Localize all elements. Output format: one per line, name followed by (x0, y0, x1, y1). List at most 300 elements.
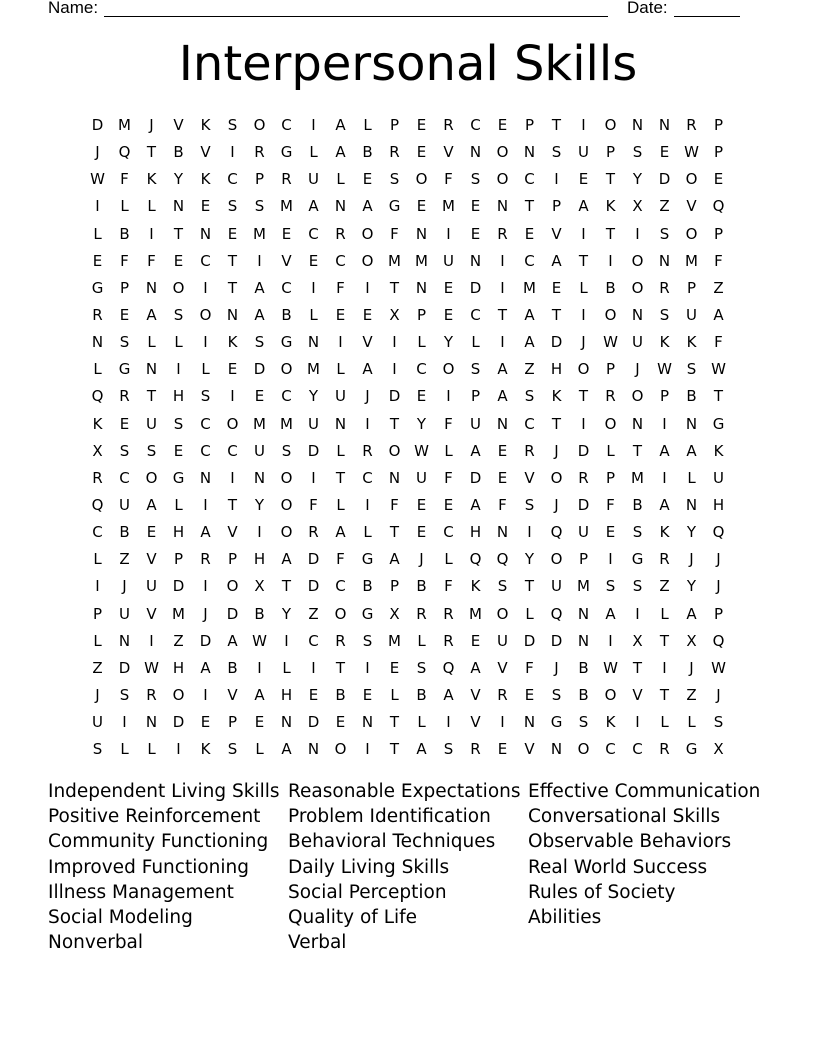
grid-letter[interactable]: J (716, 577, 721, 596)
grid-letter[interactable]: N (415, 278, 428, 297)
grid-letter[interactable]: E (335, 305, 346, 324)
grid-letter[interactable]: F (309, 495, 318, 514)
grid-letter[interactable]: O (253, 116, 266, 134)
grid-letter[interactable]: S (632, 523, 643, 542)
grid-letter[interactable]: M (388, 251, 401, 270)
grid-letter[interactable]: X (254, 577, 265, 596)
grid-letter[interactable]: E (470, 197, 481, 216)
grid-letter[interactable]: S (227, 740, 238, 759)
grid-letter[interactable]: R (200, 550, 211, 569)
grid-letter[interactable]: A (524, 305, 535, 324)
grid-letter[interactable]: Y (416, 414, 427, 433)
grid-letter[interactable]: X (686, 631, 697, 650)
grid-letter[interactable]: U (146, 577, 157, 596)
grid-letter[interactable]: L (390, 685, 399, 704)
grid-letter[interactable]: I (311, 278, 316, 297)
grid-letter[interactable]: Z (173, 631, 184, 650)
grid-letter[interactable]: I (662, 468, 667, 487)
grid-letter[interactable]: T (173, 224, 184, 243)
grid-letter[interactable]: S (173, 305, 184, 324)
grid-letter[interactable]: B (362, 577, 373, 596)
grid-letter[interactable]: P (659, 387, 670, 406)
grid-letter[interactable]: P (470, 387, 481, 406)
grid-letter[interactable]: A (389, 550, 400, 569)
grid-letter[interactable]: E (254, 713, 265, 732)
grid-letter[interactable]: A (281, 550, 292, 569)
grid-letter[interactable]: L (336, 360, 345, 379)
grid-letter[interactable]: S (254, 333, 265, 352)
grid-letter[interactable]: I (365, 495, 370, 514)
grid-letter[interactable]: P (605, 360, 616, 379)
grid-letter[interactable]: R (659, 550, 670, 569)
grid-letter[interactable]: O (280, 495, 293, 514)
grid-letter[interactable]: Y (173, 170, 184, 189)
grid-letter[interactable]: T (389, 278, 400, 297)
grid-letter[interactable]: I (311, 658, 316, 677)
grid-letter[interactable]: C (524, 251, 535, 270)
grid-letter[interactable]: T (524, 197, 535, 216)
grid-letter[interactable]: J (716, 685, 721, 704)
grid-letter[interactable]: X (632, 197, 643, 216)
grid-letter[interactable]: L (201, 360, 210, 379)
grid-letter[interactable]: I (608, 550, 613, 569)
grid-letter[interactable]: O (604, 414, 617, 433)
grid-letter[interactable]: E (362, 305, 373, 324)
grid-letter[interactable]: T (659, 685, 670, 704)
grid-letter[interactable]: I (446, 387, 451, 406)
grid-letter[interactable]: S (119, 685, 130, 704)
grid-letter[interactable]: Z (119, 550, 130, 569)
grid-letter[interactable]: S (227, 197, 238, 216)
grid-letter[interactable]: C (92, 523, 103, 542)
grid-letter[interactable]: O (631, 251, 644, 270)
grid-letter[interactable]: E (497, 740, 508, 759)
grid-letter[interactable]: S (632, 143, 643, 162)
grid-letter[interactable]: E (362, 170, 373, 189)
grid-letter[interactable]: K (686, 333, 697, 352)
grid-letter[interactable]: C (281, 116, 292, 134)
grid-letter[interactable]: L (93, 360, 102, 379)
grid-letter[interactable]: I (365, 658, 370, 677)
grid-letter[interactable]: H (712, 495, 725, 514)
grid-letter[interactable]: S (92, 740, 103, 759)
grid-letter[interactable]: E (443, 495, 454, 514)
grid-letter[interactable]: G (685, 740, 698, 759)
grid-letter[interactable]: E (416, 143, 427, 162)
grid-letter[interactable]: W (414, 441, 429, 460)
grid-letter[interactable]: B (686, 387, 697, 406)
grid-letter[interactable]: V (497, 658, 508, 677)
grid-letter[interactable]: I (662, 658, 667, 677)
grid-letter[interactable]: E (227, 224, 238, 243)
grid-letter[interactable]: E (497, 441, 508, 460)
grid-letter[interactable]: E (416, 523, 427, 542)
grid-letter[interactable]: U (254, 441, 265, 460)
grid-letter[interactable]: N (577, 604, 590, 623)
grid-letter[interactable]: T (551, 305, 562, 324)
grid-letter[interactable]: E (605, 523, 616, 542)
grid-letter[interactable]: D (577, 495, 590, 514)
grid-letter[interactable]: L (444, 550, 453, 569)
grid-letter[interactable]: B (281, 305, 292, 324)
grid-letter[interactable]: K (659, 523, 670, 542)
grid-letter[interactable]: I (122, 713, 127, 732)
grid-letter[interactable]: N (685, 495, 698, 514)
grid-letter[interactable]: G (712, 414, 725, 433)
grid-letter[interactable]: L (363, 116, 372, 134)
grid-letter[interactable]: F (444, 414, 453, 433)
grid-letter[interactable]: G (91, 278, 104, 297)
grid-letter[interactable]: R (659, 278, 670, 297)
grid-letter[interactable]: N (226, 305, 239, 324)
grid-letter[interactable]: M (253, 224, 266, 243)
grid-letter[interactable]: S (443, 740, 454, 759)
grid-letter[interactable]: P (605, 468, 616, 487)
grid-letter[interactable]: V (443, 143, 454, 162)
grid-letter[interactable]: E (713, 170, 724, 189)
grid-letter[interactable]: A (335, 116, 346, 134)
grid-letter[interactable]: P (173, 550, 184, 569)
grid-letter[interactable]: P (227, 550, 238, 569)
grid-letter[interactable]: T (227, 278, 238, 297)
grid-letter[interactable]: M (631, 468, 644, 487)
grid-letter[interactable]: Z (686, 685, 697, 704)
grid-letter[interactable]: V (227, 685, 238, 704)
grid-letter[interactable]: S (659, 305, 670, 324)
grid-letter[interactable]: A (227, 631, 238, 650)
grid-letter[interactable]: R (578, 468, 589, 487)
grid-letter[interactable]: I (338, 333, 343, 352)
grid-letter[interactable]: S (551, 143, 562, 162)
grid-letter[interactable]: O (280, 468, 293, 487)
grid-letter[interactable]: G (361, 604, 374, 623)
grid-letter[interactable]: L (174, 333, 183, 352)
grid-letter[interactable]: Q (550, 523, 563, 542)
grid-letter[interactable]: V (686, 197, 697, 216)
grid-letter[interactable]: R (362, 441, 373, 460)
grid-letter[interactable]: P (389, 577, 400, 596)
grid-letter[interactable]: D (550, 333, 563, 352)
grid-letter[interactable]: F (444, 468, 453, 487)
grid-letter[interactable]: Q (91, 387, 104, 406)
grid-letter[interactable]: Z (713, 278, 724, 297)
grid-letter[interactable]: P (416, 305, 427, 324)
grid-letter[interactable]: N (334, 197, 347, 216)
grid-letter[interactable]: N (496, 523, 509, 542)
grid-letter[interactable]: F (498, 495, 507, 514)
grid-letter[interactable]: A (308, 197, 319, 216)
grid-letter[interactable]: G (550, 713, 563, 732)
grid-letter[interactable]: L (336, 495, 345, 514)
grid-letter[interactable]: Z (659, 577, 670, 596)
grid-letter[interactable]: T (659, 631, 670, 650)
grid-letter[interactable]: E (659, 143, 670, 162)
grid-letter[interactable]: O (631, 387, 644, 406)
grid-letter[interactable]: Q (496, 550, 509, 569)
grid-letter[interactable]: I (581, 414, 586, 433)
grid-letter[interactable]: U (713, 468, 724, 487)
grid-letter[interactable]: N (523, 143, 536, 162)
grid-letter[interactable]: N (199, 224, 212, 243)
grid-letter[interactable]: K (659, 333, 670, 352)
grid-letter[interactable]: L (471, 333, 480, 352)
grid-letter[interactable]: G (388, 197, 401, 216)
grid-letter[interactable]: Y (632, 170, 643, 189)
grid-letter[interactable]: I (95, 197, 100, 216)
grid-letter[interactable]: C (227, 441, 238, 460)
grid-letter[interactable]: B (362, 143, 373, 162)
grid-letter[interactable]: N (685, 414, 698, 433)
grid-letter[interactable]: Y (254, 495, 265, 514)
grid-letter[interactable]: C (200, 414, 211, 433)
grid-letter[interactable]: S (119, 441, 130, 460)
grid-letter[interactable]: P (92, 604, 103, 623)
grid-letter[interactable]: W (90, 170, 105, 189)
grid-letter[interactable]: O (496, 170, 509, 189)
grid-letter[interactable]: O (496, 143, 509, 162)
grid-letter[interactable]: T (578, 251, 589, 270)
grid-letter[interactable]: E (173, 441, 184, 460)
grid-letter[interactable]: U (497, 631, 508, 650)
grid-letter[interactable]: L (120, 740, 129, 759)
grid-letter[interactable]: H (172, 523, 185, 542)
grid-letter[interactable]: U (686, 305, 697, 324)
grid-letter[interactable]: I (311, 468, 316, 487)
grid-letter[interactable]: E (497, 116, 508, 134)
grid-letter[interactable]: C (443, 523, 454, 542)
grid-letter[interactable]: P (254, 170, 265, 189)
grid-letter[interactable]: K (470, 577, 481, 596)
grid-letter[interactable]: I (203, 278, 208, 297)
grid-letter[interactable]: S (173, 414, 184, 433)
grid-letter[interactable]: L (336, 441, 345, 460)
grid-letter[interactable]: Y (281, 604, 292, 623)
grid-letter[interactable]: R (497, 685, 508, 704)
grid-letter[interactable]: S (119, 333, 130, 352)
grid-letter[interactable]: I (257, 658, 262, 677)
grid-letter[interactable]: L (417, 713, 426, 732)
grid-letter[interactable]: O (280, 523, 293, 542)
grid-letter[interactable]: N (469, 251, 482, 270)
grid-letter[interactable]: M (172, 604, 185, 623)
grid-letter[interactable]: I (662, 414, 667, 433)
grid-letter[interactable]: O (604, 305, 617, 324)
grid-letter[interactable]: W (711, 360, 726, 379)
grid-letter[interactable]: R (443, 604, 454, 623)
grid-letter[interactable]: V (524, 740, 535, 759)
grid-letter[interactable]: S (713, 713, 724, 732)
grid-letter[interactable]: T (146, 143, 157, 162)
grid-letter[interactable]: A (686, 441, 697, 460)
grid-letter[interactable]: E (524, 224, 535, 243)
grid-letter[interactable]: N (496, 197, 509, 216)
grid-letter[interactable]: D (658, 170, 671, 189)
grid-letter[interactable]: E (524, 685, 535, 704)
grid-letter[interactable]: D (388, 387, 401, 406)
grid-letter[interactable]: A (200, 523, 211, 542)
grid-letter[interactable]: O (172, 278, 185, 297)
grid-letter[interactable]: O (199, 305, 212, 324)
grid-letter[interactable]: U (146, 414, 157, 433)
grid-letter[interactable]: I (635, 604, 640, 623)
grid-letter[interactable]: L (255, 740, 264, 759)
grid-letter[interactable]: V (227, 523, 238, 542)
grid-letter[interactable]: C (362, 468, 373, 487)
grid-letter[interactable]: J (554, 658, 559, 677)
grid-letter[interactable]: A (659, 441, 670, 460)
grid-letter[interactable]: I (230, 468, 235, 487)
grid-letter[interactable]: X (713, 740, 724, 759)
grid-letter[interactable]: E (470, 224, 481, 243)
grid-letter[interactable]: O (172, 685, 185, 704)
grid-letter[interactable]: B (254, 604, 265, 623)
grid-letter[interactable]: T (551, 414, 562, 433)
grid-letter[interactable]: Q (469, 550, 482, 569)
grid-letter[interactable]: Z (308, 604, 319, 623)
grid-letter[interactable]: L (282, 658, 291, 677)
grid-letter[interactable]: A (551, 251, 562, 270)
grid-letter[interactable]: C (605, 740, 616, 759)
grid-letter[interactable]: Z (659, 197, 670, 216)
grid-letter[interactable]: V (632, 685, 643, 704)
grid-letter[interactable]: V (200, 143, 211, 162)
grid-letter[interactable]: T (578, 387, 589, 406)
grid-letter[interactable]: L (417, 631, 426, 650)
grid-letter[interactable]: E (443, 278, 454, 297)
grid-letter[interactable]: A (470, 441, 481, 460)
grid-letter[interactable]: D (172, 577, 185, 596)
grid-letter[interactable]: S (362, 631, 373, 650)
grid-letter[interactable]: I (203, 685, 208, 704)
grid-letter[interactable]: S (200, 387, 211, 406)
grid-letter[interactable]: V (524, 468, 535, 487)
grid-letter[interactable]: L (606, 441, 615, 460)
grid-letter[interactable]: E (416, 197, 427, 216)
grid-letter[interactable]: R (497, 224, 508, 243)
grid-letter[interactable]: P (713, 143, 724, 162)
grid-letter[interactable]: I (608, 251, 613, 270)
grid-letter[interactable]: R (92, 305, 103, 324)
grid-letter[interactable]: J (95, 143, 100, 162)
grid-letter[interactable]: D (550, 631, 563, 650)
grid-letter[interactable]: G (172, 468, 185, 487)
grid-letter[interactable]: E (254, 387, 265, 406)
grid-letter[interactable]: W (657, 360, 672, 379)
grid-letter[interactable]: L (93, 224, 102, 243)
grid-letter[interactable]: U (308, 170, 319, 189)
grid-letter[interactable]: X (389, 305, 400, 324)
grid-letter[interactable]: H (172, 387, 185, 406)
grid-letter[interactable]: C (308, 224, 319, 243)
grid-letter[interactable]: T (551, 116, 562, 134)
grid-letter[interactable]: D (226, 604, 239, 623)
grid-letter[interactable]: N (334, 414, 347, 433)
grid-letter[interactable]: J (716, 550, 721, 569)
grid-letter[interactable]: L (309, 305, 318, 324)
grid-letter[interactable]: U (578, 523, 589, 542)
grid-letter[interactable]: Y (686, 577, 697, 596)
grid-letter[interactable]: M (118, 116, 131, 134)
grid-letter[interactable]: E (146, 523, 157, 542)
grid-letter[interactable]: A (362, 197, 373, 216)
grid-letter[interactable]: E (362, 685, 373, 704)
grid-letter[interactable]: T (227, 495, 238, 514)
grid-letter[interactable]: E (416, 495, 427, 514)
grid-letter[interactable]: M (523, 278, 536, 297)
grid-letter[interactable]: J (554, 441, 559, 460)
grid-letter[interactable]: I (365, 414, 370, 433)
grid-letter[interactable]: W (252, 631, 267, 650)
grid-letter[interactable]: T (632, 658, 643, 677)
grid-letter[interactable]: B (173, 143, 184, 162)
grid-letter[interactable]: A (713, 305, 724, 324)
grid-letter[interactable]: J (689, 658, 694, 677)
grid-letter[interactable]: A (335, 143, 346, 162)
grid-letter[interactable]: R (146, 685, 157, 704)
grid-letter[interactable]: R (524, 441, 535, 460)
grid-letter[interactable]: A (443, 685, 454, 704)
grid-letter[interactable]: D (91, 116, 104, 134)
grid-letter[interactable]: A (497, 387, 508, 406)
grid-letter[interactable]: I (635, 224, 640, 243)
grid-letter[interactable]: A (470, 658, 481, 677)
grid-letter[interactable]: L (444, 441, 453, 460)
grid-letter[interactable]: S (416, 658, 427, 677)
grid-letter[interactable]: C (632, 740, 643, 759)
grid-letter[interactable]: X (389, 604, 400, 623)
grid-letter[interactable]: S (632, 577, 643, 596)
grid-letter[interactable]: U (119, 495, 130, 514)
grid-letter[interactable]: N (523, 713, 536, 732)
grid-letter[interactable]: E (281, 224, 292, 243)
grid-letter[interactable]: N (145, 713, 158, 732)
grid-letter[interactable]: F (336, 550, 345, 569)
grid-letter[interactable]: I (635, 713, 640, 732)
grid-letter[interactable]: I (392, 333, 397, 352)
grid-letter[interactable]: A (470, 495, 481, 514)
grid-letter[interactable]: C (281, 387, 292, 406)
grid-letter[interactable]: K (200, 170, 211, 189)
grid-letter[interactable]: R (470, 740, 481, 759)
grid-letter[interactable]: J (95, 685, 100, 704)
grid-letter[interactable]: F (714, 251, 723, 270)
grid-letter[interactable]: O (550, 550, 563, 569)
grid-letter[interactable]: D (307, 713, 320, 732)
grid-letter[interactable]: B (605, 278, 616, 297)
grid-letter[interactable]: A (254, 305, 265, 324)
grid-letter[interactable]: O (685, 224, 698, 243)
grid-letter[interactable]: I (230, 143, 235, 162)
grid-letter[interactable]: K (200, 740, 211, 759)
grid-letter[interactable]: I (311, 116, 316, 134)
grid-letter[interactable]: D (307, 577, 320, 596)
grid-letter[interactable]: C (308, 631, 319, 650)
grid-letter[interactable]: T (605, 224, 616, 243)
grid-letter[interactable]: U (308, 414, 319, 433)
grid-letter[interactable]: B (578, 685, 589, 704)
grid-letter[interactable]: I (446, 713, 451, 732)
grid-letter[interactable]: K (713, 441, 724, 460)
grid-letter[interactable]: J (149, 116, 154, 134)
grid-letter[interactable]: H (550, 360, 563, 379)
grid-letter[interactable]: M (307, 360, 320, 379)
grid-letter[interactable]: C (335, 577, 346, 596)
grid-letter[interactable]: H (469, 523, 482, 542)
grid-letter[interactable]: L (687, 713, 696, 732)
grid-letter[interactable]: F (120, 170, 129, 189)
grid-letter[interactable]: Q (118, 143, 131, 162)
grid-letter[interactable]: C (200, 441, 211, 460)
